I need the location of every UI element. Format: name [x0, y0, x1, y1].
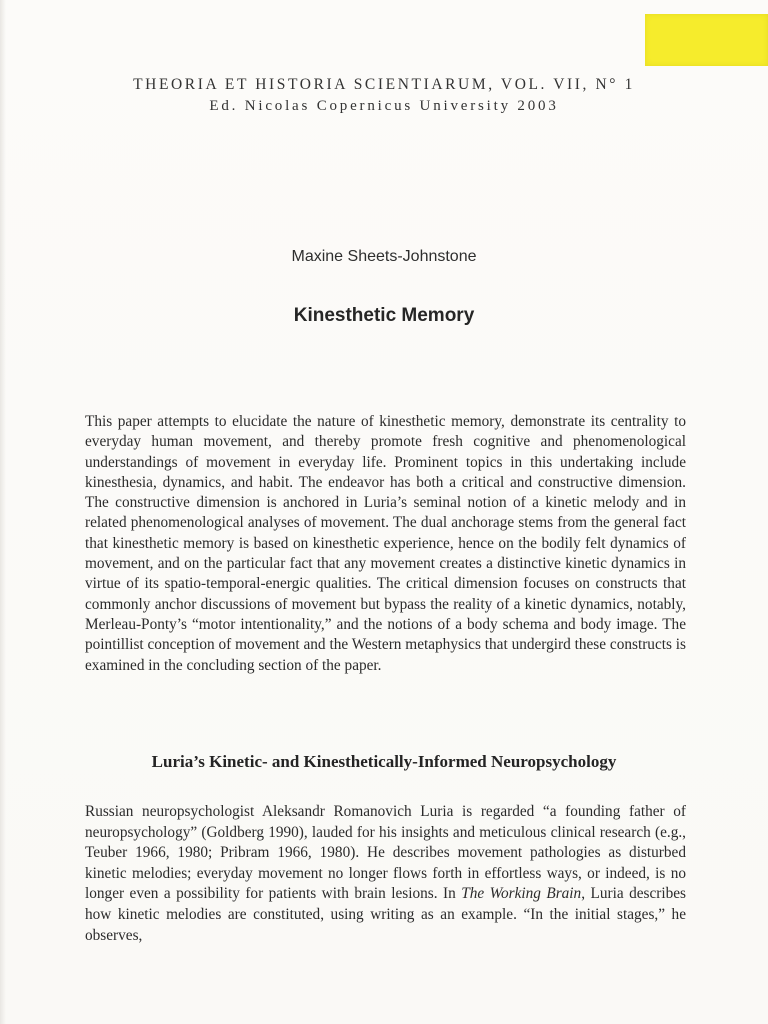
paragraph-text-continued: , Luria describes how kinetic melodies are constituted, using writing as an example. “In the initial stages,” he observes, — [85, 885, 687, 944]
paragraph-text: Russian neuropsychologist Aleksandr Romanovich Luria is regarded “a founding father of neuropsychology” (Goldberg 1990), lauded for his insights and meticulous clinical research (e.g., Teuber 1966, 1980; Pribram 1966, 1980). He describes movement pathologies as disturbed kinetic melodies; everyday movement no longer flows forth in effortless ways, or indeed, is no longer even a possibility for patients with brain lesions. In — [85, 803, 686, 903]
publisher-line: Ed. Nicolas Copernicus University 2003 — [209, 98, 559, 114]
article-title: Kinesthetic Memory — [293, 305, 475, 326]
book-title: The Working Brain — [461, 885, 582, 903]
page-edge-shadow — [0, 0, 6, 1024]
journal-header: THEORIA ET HISTORIA SCIENTIARUM, VOL. VII, N° 1 — [133, 76, 635, 93]
sticky-note-tab — [645, 14, 768, 66]
body-paragraph — [85, 802, 686, 946]
section-heading: Luria’s Kinetic- and Kinesthetically-Informed Neuropsychology — [151, 752, 617, 771]
author-name: Maxine Sheets-Johnstone — [291, 248, 477, 265]
abstract: This paper attempts to elucidate the nature of kinesthetic memory, demonstrate its centrality to everyday human movement, and thereby promote fresh cognitive and phenomenological understandings of movement in everyday life. Prominent topics in this undertaking include kinesthesia, dynamics, and habit. The endeavor has both a critical and constructive dimension. The constructive dimension is anchored in Luria’s seminal notion of a kinetic melody and in related phenomenological analyses of movement. The dual anchorage stems from the general fact that kinesthetic memory is based on kinesthetic experience, hence on the bodily felt dynamics of movement, and on the particular fact that any movement creates a distinctive kinetic dynamics in virtue of its spatio-temporal-energic qualities. The critical dimension focuses on constructs that commonly anchor discussions of movement but bypass the reality of a kinetic dynamics, notably, Merleau-Ponty’s “motor intentionality,” and the notions of a body schema and body image. The pointillist conception of movement and the Western metaphysics that undergird these constructs is examined in the concluding section of the paper. — [85, 413, 686, 674]
